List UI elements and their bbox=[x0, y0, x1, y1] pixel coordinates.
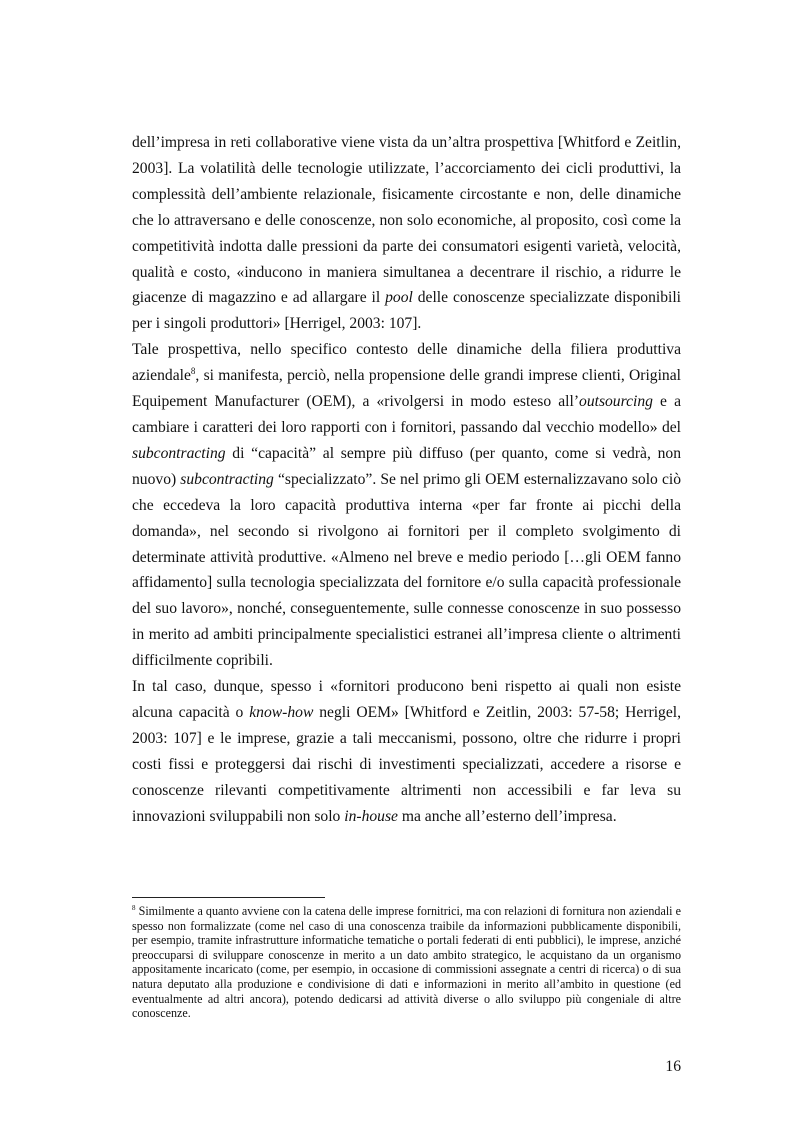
text-segment: In tal caso, dunque, spesso i «fornitori producono beni rispetto ai quali non esiste alcuna capacità o bbox=[132, 678, 681, 721]
footnote-reference[interactable]: 8 bbox=[190, 365, 196, 376]
paragraph-2 bbox=[132, 337, 681, 674]
text-segment: negli OEM» [Whitford e Zeitlin, 2003: 57-58; Herrigel, 2003: 107] e le imprese, grazie a tali meccanismi, possono, oltre che ridurre i propri costi fissi e proteggersi dai rischi di investimenti specializzati, accedere a risorse e conoscenze rilevanti competitivamente altrimenti non accessibili e far leva su innovazioni sviluppabili non solo bbox=[132, 703, 681, 825]
text-segment: dell’impresa in reti collaborative viene vista da un’altra prospettiva [Whitford e Zeitlin, 2003]. La volatilità delle tecnologie utilizzate, l’accorciamento dei cicli produttivi, la complessità dell’ambiente relazionale, fisicamente circostante e non, delle dinamiche che lo attraversano e delle conoscenze, non solo economiche, al proposito, così come la competitività indotta dalle pressioni da parte dei consumatori esigenti varietà, velocità, qualità e costo, «inducono in maniera simultanea a decentrare il rischio, a ridurre le giacenze di magazzino e ad allargare il bbox=[132, 134, 681, 307]
italic-term-subcontracting: subcontracting bbox=[132, 444, 226, 462]
page-number: 16 bbox=[665, 1058, 681, 1075]
text-segment: “specializzato”. Se nel primo gli OEM esternalizzavano solo ciò che eccedeva la loro capacità produttiva interna «per far fronte ai picchi della domanda», nel secondo si rivolgono ai fornitori per il completo svolgimento di determinate attività produttive. «Almeno nel breve e medio periodo […gli OEM fanno affidamento] sulla tecnologia specializzata del fornitore e/o sulla capacità professionale del suo lavoro», nonché, conseguentemente, sulle connesse conoscenze in suo possesso in merito ad ambiti principalmente specialistici estranei all’impresa cliente o altrimenti difficilmente copribili. bbox=[132, 470, 682, 670]
italic-term-in-house: in-house bbox=[344, 807, 398, 825]
text-segment: e a cambiare i caratteri dei loro rapporti con i fornitori, passando dal vecchio modello» del bbox=[132, 393, 682, 436]
text-segment: delle conoscenze specializzate disponibili per i singoli produttori» [Herrigel, 2003: 107]. bbox=[132, 289, 681, 333]
body-text bbox=[132, 130, 681, 829]
paragraph-1 bbox=[132, 130, 681, 337]
footnote-text: Similmente a quanto avviene con la catena delle imprese fornitrici, ma con relazioni di fornitura non aziendali e spesso non formalizzate (come nel caso di una conoscenza traibile da informazioni pubblicamente disponibili, per esempio, tramite infrastrutture informatiche tematiche o portali federati di enti pubblici), le imprese, anziché preoccuparsi di sviluppare conoscenze in merito a un dato ambito strategico, le acquistano da un organismo appositamente incaricato (come, per esempio, in occasione di commissioni assegnate a centri di ricerca) o di sua natura deputato alla produzione e condivisione di dati e informazioni in merito all’ambito in questione (ed eventualmente ad altri ancora), potendo dedicarsi ad attività diverse o allo sviluppo più congeniale di altre conoscenze. bbox=[132, 904, 681, 1021]
italic-term-know-how: know-how bbox=[249, 703, 314, 721]
footnote-divider bbox=[132, 897, 325, 898]
footnote bbox=[132, 904, 681, 1021]
paragraph-3 bbox=[132, 674, 681, 829]
italic-term-pool: pool bbox=[385, 289, 413, 307]
text-segment: di “capacità” al sempre più diffuso (per quanto, come si vedrà, non nuovo) bbox=[132, 444, 681, 488]
footnote-marker: 8 bbox=[132, 903, 136, 912]
text-segment: ma anche all’esterno dell’impresa. bbox=[397, 807, 617, 825]
italic-term-subcontracting: subcontracting bbox=[180, 470, 274, 488]
text-segment: , si manifesta, perciò, nella propensione delle grandi imprese clienti, Original Equipement Manufacturer (OEM), a «rivolgersi in modo esteso all’ bbox=[132, 367, 681, 411]
text-segment: Tale prospettiva, nello specifico contesto delle dinamiche della filiera produttiva aziendale bbox=[132, 341, 681, 385]
italic-term-outsourcing: outsourcing bbox=[579, 393, 653, 411]
